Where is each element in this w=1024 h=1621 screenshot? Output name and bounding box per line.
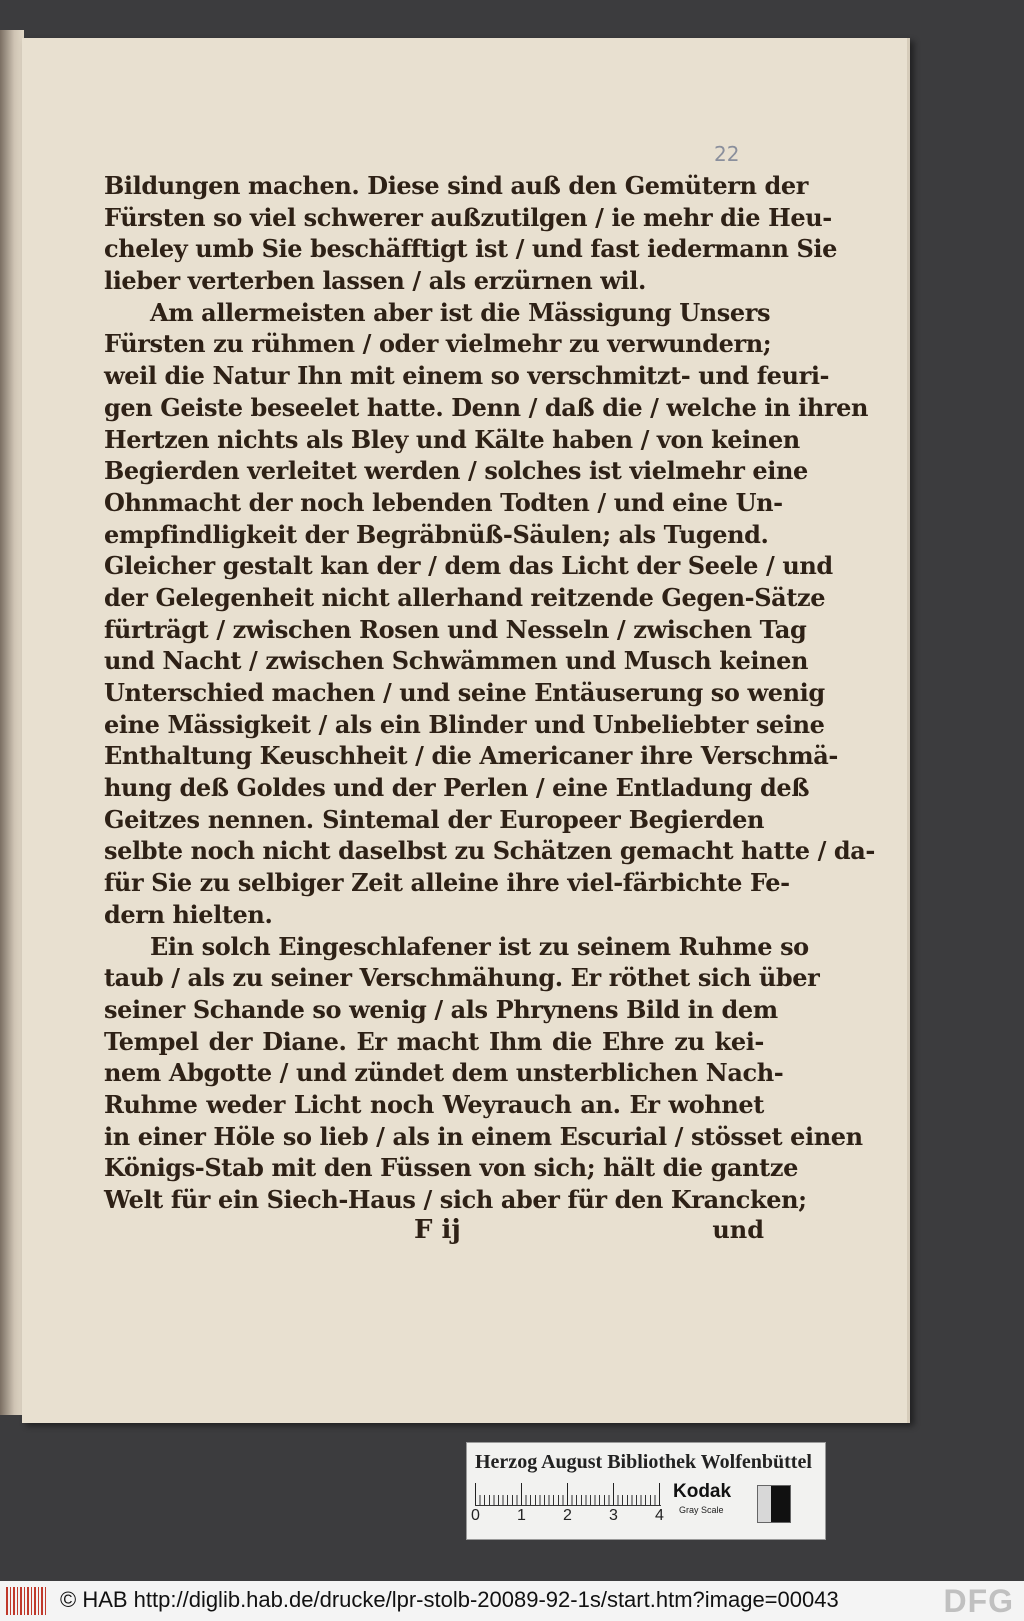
text-line: Fürsten so viel schwerer außzutilgen / ie mehr die Heu- xyxy=(104,202,832,232)
text-line: empfindligkeit der Begräbnüß-Säulen; als Tugend. xyxy=(104,519,769,549)
gray-scale-label: Gray Scale xyxy=(679,1505,724,1515)
page-number: 22 xyxy=(714,142,740,166)
text-line: gen Geiste beseelet hatte. Denn / daß die / welche in ihren xyxy=(104,392,869,422)
text-line: der Gelegenheit nicht allerhand reitzende Gegen-Sätze xyxy=(104,582,826,612)
gray-scale-patch xyxy=(757,1485,791,1523)
text-line: Hertzen nichts als Bley und Kälte haben / von keinen xyxy=(104,424,800,454)
text-line: seiner Schande so wenig / als Phrynens Bild in dem xyxy=(104,994,778,1024)
book-spine-edge xyxy=(0,30,24,1415)
text-line: Bildungen machen. Diese sind auß den Gemütern der xyxy=(104,171,808,200)
barcode-icon xyxy=(6,1587,46,1615)
text-line: und Nacht / zwischen Schwämmen und Musch keinen xyxy=(104,646,809,676)
signature-mark: F ij xyxy=(414,1215,461,1245)
text-line: Tempel der Diane. Er macht Ihm die Ehre zu kei- xyxy=(104,1026,764,1056)
text-line: taub / als zu seiner Verschmähung. Er röthet sich über xyxy=(104,963,820,993)
text-line: für Sie zu selbiger Zeit alleine ihre viel-färbichte Fe- xyxy=(104,868,790,898)
text-line: Enthaltung Keuschheit / die Americaner ihre Verschmä- xyxy=(104,741,838,771)
library-name: Herzog August Bibliothek Wolfenbüttel xyxy=(475,1451,812,1473)
ruler-number: 2 xyxy=(563,1507,572,1524)
ruler-number: 4 xyxy=(655,1507,664,1524)
catchword: und xyxy=(712,1215,764,1244)
ruler-scale xyxy=(475,1483,661,1506)
text-line: cheley umb Sie beschäfftigt ist / und fast iedermann Sie xyxy=(104,234,837,264)
ruler-number: 0 xyxy=(471,1507,480,1524)
text-line: Welt für ein Siech-Haus / sich aber für den Krancken; xyxy=(104,1185,807,1214)
text-line: Geitzes nennen. Sintemal der Europeer Begierden xyxy=(104,804,764,834)
copyright-url[interactable]: © HAB http://diglib.hab.de/drucke/lpr-stolb-20089-92-1s/start.htm?image=00043 xyxy=(60,1587,839,1612)
text-line: Fürsten zu rühmen / oder vielmehr zu verwundern; xyxy=(104,329,772,359)
text-line: Am allermeisten aber ist die Mässigung Unsers xyxy=(150,297,771,327)
text-line: Unterschied machen / und seine Entäuserung so wenig xyxy=(104,678,825,707)
body-text xyxy=(104,170,875,1216)
text-line: nem Abgotte / und zündet dem unsterblichen Nach- xyxy=(104,1058,784,1088)
text-line: Ein solch Eingeschlafener ist zu seinem Ruhme so xyxy=(150,931,809,961)
text-line: dern hielten. xyxy=(104,899,273,929)
library-color-card xyxy=(466,1442,826,1540)
text-line: hung deß Goldes und der Perlen / eine Entladung deß xyxy=(104,773,810,803)
text-line: fürträgt / zwischen Rosen und Nesseln / zwischen Tag xyxy=(104,614,807,644)
text-line: selbte noch nicht daselbst zu Schätzen gemacht hatte / da- xyxy=(104,836,875,866)
text-line: Ruhme weder Licht noch Weyrauch an. Er wohnet xyxy=(104,1089,764,1119)
page-footer xyxy=(104,1215,764,1251)
text-line: Begierden verleitet werden / solches ist vielmehr eine xyxy=(104,456,808,486)
ruler-number: 1 xyxy=(517,1507,526,1524)
text-line: lieber verterben lassen / als erzürnen wil. xyxy=(104,266,646,296)
kodak-brand: Kodak xyxy=(673,1481,732,1502)
ruler-numbers xyxy=(469,1507,669,1529)
text-line: eine Mässigkeit / als ein Blinder und Unbeliebter seine xyxy=(104,709,825,739)
text-line: Königs-Stab mit den Füssen von sich; hält die gantze xyxy=(104,1153,798,1183)
text-line: weil die Natur Ihn mit einem so verschmitzt- und feuri- xyxy=(104,361,830,391)
text-line: Ohnmacht der noch lebenden Todten / und eine Un- xyxy=(104,487,783,517)
viewer-footer xyxy=(0,1581,1024,1621)
text-line: Gleicher gestalt kan der / dem das Licht der Seele / und xyxy=(104,551,833,581)
text-line: in einer Höle so lieb / als in einem Escurial / stösset einen xyxy=(104,1121,863,1151)
ruler-number: 3 xyxy=(609,1507,618,1524)
dfg-logo: DFG xyxy=(943,1583,1014,1619)
